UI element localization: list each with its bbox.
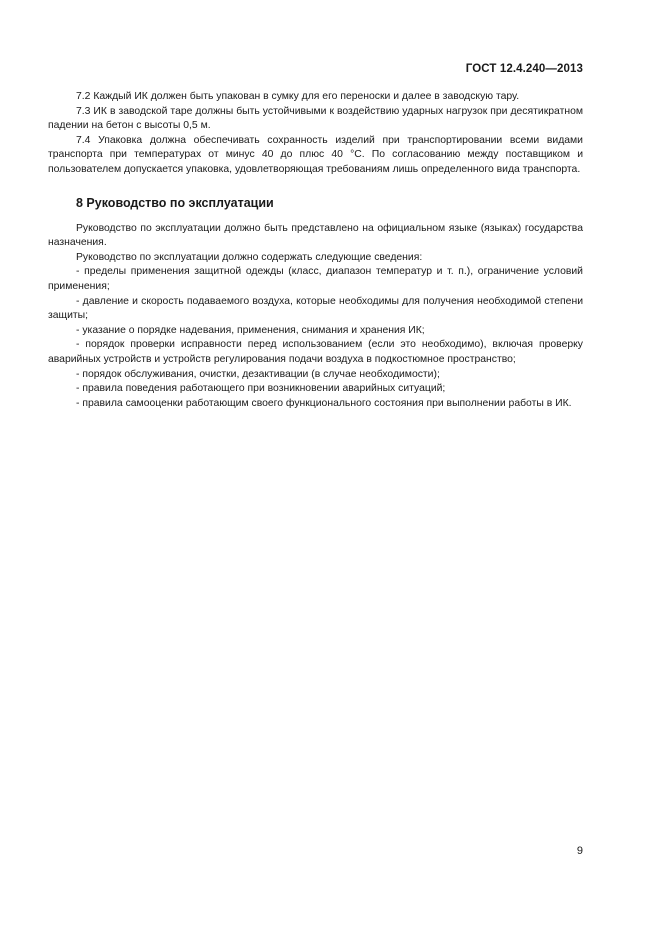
standard-code: ГОСТ 12.4.240—2013: [465, 63, 583, 75]
page-number: 9: [576, 845, 583, 857]
manual-language-paragraph: Руководство по эксплуатации должно быть представлено на официальном языке (языках) государства назначения.: [48, 222, 583, 249]
section-8-heading: 8 Руководство по эксплуатации: [76, 195, 274, 210]
list-item: - порядок проверки исправности перед использованием (если это необходимо), включая проверку аварийных устройств и устройств регулирования подачи воздуха в подкостюмное пространство;: [48, 339, 583, 365]
clause-7-2: 7.2 Каждый ИК должен быть упакован в сумку для его переноски и далее в заводскую тару.: [76, 91, 520, 102]
list-item: - указание о порядке надевания, применения, снимания и хранения ИК;: [76, 324, 425, 336]
list-item: - правила поведения работающего при возникновении аварийных ситуаций;: [76, 383, 446, 395]
list-item: - порядок обслуживания, очистки, дезактивации (в случае необходимости);: [76, 368, 440, 380]
manual-contents-intro: Руководство по эксплуатации должно содержать следующие сведения:: [76, 251, 423, 263]
list-item: - давление и скорость подаваемого воздуха, которые необходимы для получения необходимой степени защиты;: [48, 295, 583, 322]
clause-7-3: 7.3 ИК в заводской таре должны быть устойчивыми к воздействию ударных нагрузок при десятикратном падении на бетон с высоты 0,5 м.: [48, 105, 583, 132]
list-item: - правила самооценки работающим своего функционального состояния при выполнении работы в ИК.: [76, 397, 572, 409]
page-content: [48, 90, 583, 411]
clause-7-4: 7.4 Упаковка должна обеспечивать сохранность изделий при транспортировании всеми видами транспорта при температурах от минус 40 до плюс 40 °С. По согласованию между поставщиком и пользователем допускается упаковка, удовлетворяющая требованиям лишь определенного вида транспорта.: [48, 134, 583, 175]
list-item: - пределы применения защитной одежды (класс, диапазон температур и т. п.), ограничение условий применения;: [48, 266, 583, 292]
